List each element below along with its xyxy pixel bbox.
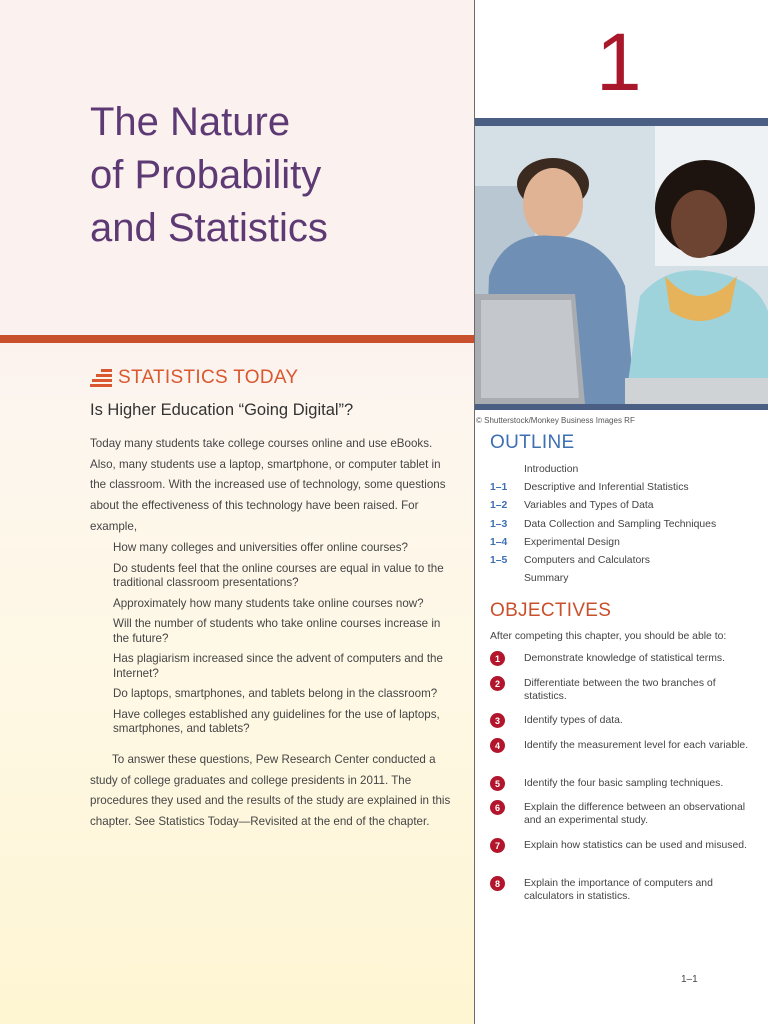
- objective-text: Explain the difference between an observational and an experimental study.: [524, 802, 746, 826]
- question-item: Has plagiarism increased since the advent of computers and the Internet?: [113, 652, 443, 680]
- objectives-intro: After competing this chapter, you should be able to:: [490, 631, 727, 642]
- objective-text: Explain how statistics can be used and misused.: [524, 840, 747, 851]
- intro-paragraph: Today many students take college courses online and use eBooks. Also, many students use a laptop, smartphone, or computer tablet in the classroom. With the increased use of technology, some questions about the effectiveness of this technology have been raised. For example,: [90, 437, 446, 533]
- objective-number-badge: 5: [490, 776, 505, 791]
- objective-number-badge: 2: [490, 676, 505, 691]
- question-item: How many colleges and universities offer online courses?: [113, 541, 408, 554]
- question-item: Do students feel that the online courses are equal in value to the traditional classroom presentations?: [113, 561, 444, 589]
- question-item: Have colleges established any guidelines for the use of laptops, smartphones, and tablets?: [113, 707, 440, 735]
- objective-number-badge: 1: [490, 651, 505, 666]
- objective-text: Explain the importance of computers and calculators in statistics.: [524, 878, 713, 902]
- photo-bottom-bar: [475, 404, 768, 410]
- objective-item: [490, 714, 760, 728]
- photo-top-bar: [475, 118, 768, 126]
- objective-text: Differentiate between the two branches of statistics.: [524, 678, 716, 702]
- objective-number-badge: 8: [490, 876, 505, 891]
- chapter-title: [90, 96, 460, 255]
- statistics-today-label: STATISTICS TODAY: [118, 367, 299, 388]
- outline-item-number: 1–4: [490, 536, 508, 548]
- objective-text: Identify the four basic sampling techniques.: [524, 778, 724, 789]
- objective-item: [490, 677, 760, 703]
- statistics-today-header: [90, 366, 298, 390]
- outline-item-label: Data Collection and Sampling Techniques: [524, 518, 717, 530]
- objectives-heading: OBJECTIVES: [490, 600, 612, 621]
- objective-number-badge: 3: [490, 713, 505, 728]
- outline-item-label: Summary: [524, 573, 569, 585]
- objective-item: [490, 777, 760, 791]
- closing-paragraph: To answer these questions, Pew Research Center conducted a study of college graduates and college presidents in 2011. The procedures they used and the results of the study are explained in this chapter. See Statistics Today—Revisited at the end of the chapter.: [90, 753, 451, 829]
- outline-item: [490, 497, 760, 515]
- question-item: Will the number of students who take online courses increase in the future?: [113, 617, 441, 645]
- objective-text: Demonstrate knowledge of statistical terms.: [524, 653, 725, 664]
- objective-item: [490, 739, 760, 753]
- outline-item-label: Variables and Types of Data: [524, 500, 654, 512]
- outline-item-number: 1–1: [490, 482, 508, 494]
- outline-item: [490, 461, 760, 479]
- chapter-title-line: The Nature: [90, 100, 291, 144]
- objective-text: Identify types of data.: [524, 715, 623, 726]
- outline-item-label: Experimental Design: [524, 536, 620, 548]
- outline-item-number: 1–5: [490, 555, 508, 567]
- chapter-title-line: of Probability: [90, 153, 322, 197]
- outline-item-label: Descriptive and Inferential Statistics: [524, 482, 689, 494]
- photo-credit: © Shutterstock/Monkey Business Images RF: [476, 416, 635, 425]
- outline-item-number: 1–2: [490, 500, 508, 512]
- objective-number-badge: 4: [490, 738, 505, 753]
- outline-item-number: 1–3: [490, 518, 508, 530]
- stacked-bars-icon: [90, 369, 112, 387]
- objective-number-badge: 7: [490, 838, 505, 853]
- outline-item-number: [490, 461, 524, 479]
- outline-list: [490, 461, 760, 588]
- section-rule: [0, 335, 474, 343]
- chapter-number: 1: [596, 17, 642, 108]
- objective-text: Identify the measurement level for each variable.: [524, 740, 749, 751]
- page-number: 1–1: [681, 974, 698, 985]
- question-item: Approximately how many students take online courses now?: [113, 596, 424, 610]
- objective-item: [490, 801, 760, 827]
- students-laptop-illustration: [475, 126, 768, 404]
- chapter-title-line: and Statistics: [90, 206, 328, 250]
- outline-item: [490, 516, 760, 534]
- outline-item-label: Introduction: [524, 464, 579, 475]
- outline-item: [490, 570, 760, 588]
- objective-number-badge: 6: [490, 800, 505, 815]
- outline-item-label: Computers and Calculators: [524, 555, 650, 567]
- objective-item: [490, 877, 760, 903]
- chapter-photo: [475, 126, 768, 404]
- outline-item: [490, 552, 760, 570]
- outline-item: [490, 534, 760, 552]
- objective-item: [490, 652, 760, 666]
- outline-item: [490, 479, 760, 497]
- outline-heading: OUTLINE: [490, 432, 575, 453]
- objective-item: [490, 839, 760, 853]
- statistics-today-subhead: Is Higher Education “Going Digital”?: [90, 401, 354, 419]
- question-list: [113, 541, 459, 743]
- question-item: Do laptops, smartphones, and tablets belong in the classroom?: [113, 687, 438, 700]
- outline-item-number: [490, 570, 524, 588]
